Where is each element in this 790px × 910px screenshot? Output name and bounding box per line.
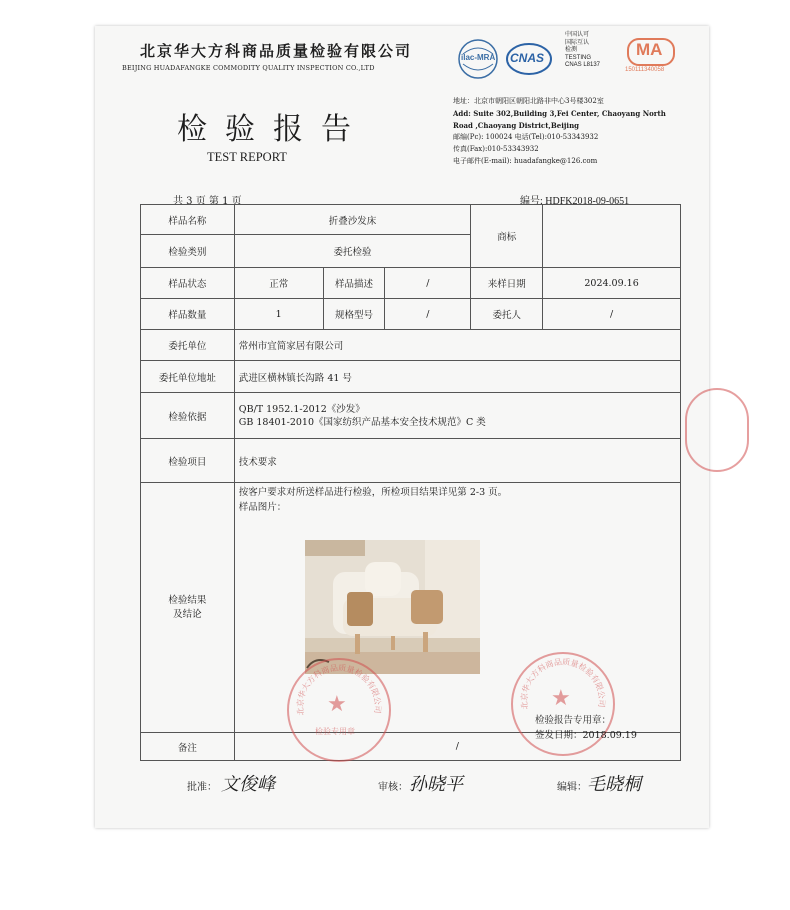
- page-info: 共 3 页 第 1 页: [173, 196, 242, 207]
- seal-star-icon: ★: [327, 692, 347, 717]
- arrival-date-label: 来样日期: [471, 268, 543, 299]
- ilac-mra-logo: [457, 38, 499, 80]
- official-seal-left: [287, 658, 391, 762]
- client-value: /: [543, 299, 681, 330]
- company-name-en: BEIJING HUADAFANGKE COMMODITY QUALITY INSPECTION CO.,LTD: [122, 64, 375, 72]
- arrival-date-value: 2024.09.16: [543, 268, 681, 299]
- cnas-note-line: CNAS L8137: [565, 62, 601, 69]
- report-title-en: TEST REPORT: [207, 150, 287, 164]
- cnas-note-line: TESTING: [565, 54, 592, 61]
- cma-label: MA: [636, 40, 663, 59]
- approve-signature: 文俊峰: [221, 774, 275, 795]
- cnas-note-line: 中国认可: [565, 32, 590, 38]
- company-name-cn: 北京华大方科商品质量检验有限公司: [140, 42, 413, 60]
- report-title-cn: 检验报告: [177, 112, 369, 147]
- address-line: 邮编(Pc): 100024 电话(Tel):010-53343932: [453, 133, 599, 141]
- cnas-note-line: 国际互认: [565, 39, 590, 46]
- address-line: 地址：北京市朝阳区朝阳北路非中心3号楼302室: [453, 97, 604, 105]
- seal-star-icon: ★: [551, 686, 571, 711]
- ilac-label: ilac-MRA: [461, 53, 496, 62]
- sample-name-label: 样品名称: [141, 205, 235, 235]
- compile-label: 编辑：: [557, 782, 587, 793]
- test-category-value: 委托检验: [234, 235, 470, 268]
- client-addr-value: 武进区横林镇长沟路 41 号: [234, 361, 680, 393]
- conclusion-label-line: 及结论: [173, 608, 202, 620]
- approve-label: 批准：: [187, 782, 217, 793]
- table-row: [141, 393, 681, 439]
- table-row: [141, 205, 681, 235]
- cma-number: 150111340058: [625, 67, 665, 73]
- spec-label: 规格型号: [323, 299, 385, 330]
- address-line: 电子邮件(E-mail): huadafangke@126.com: [453, 157, 598, 165]
- review-label: 审核：: [378, 782, 408, 793]
- table-row: [141, 361, 681, 393]
- photo-label: 样品图片：: [238, 502, 287, 513]
- trademark-label: 商标: [471, 205, 543, 268]
- seal-bottom-text: 检验专用章: [315, 727, 355, 736]
- table-row: [141, 330, 681, 361]
- sample-state-label: 样品状态: [141, 268, 235, 299]
- issue-date: 签发日期：2018.09.19: [535, 730, 637, 741]
- cnas-note-line: 检测: [565, 47, 578, 54]
- edge-seal: [685, 388, 749, 472]
- cnas-label: CNAS: [510, 51, 545, 65]
- client-unit-label: 委托单位: [141, 330, 235, 361]
- items-value: 技术要求: [234, 439, 680, 483]
- conclusion-text: 按客户要求对所送样品进行检验，所检项目结果详见第 2-3 页。: [238, 487, 508, 498]
- sample-name-value: 折叠沙发床: [234, 205, 470, 235]
- basis-label: 检验依据: [141, 393, 235, 439]
- client-addr-label: 委托单位地址: [141, 361, 235, 393]
- client-unit-value: 常州市宜简家居有限公司: [234, 330, 680, 361]
- sample-desc-value: /: [385, 268, 471, 299]
- report-number: 编号: HDFK2018-09-0651: [520, 196, 630, 207]
- basis-value: [234, 393, 680, 439]
- address-line: Road ,Chaoyang District,Beijing: [453, 121, 580, 130]
- sample-photo: [305, 540, 480, 674]
- report-page: [95, 26, 709, 828]
- table-row: [141, 439, 681, 483]
- cma-logo: [625, 38, 675, 78]
- compile-signature: 毛晓桐: [587, 774, 641, 795]
- cnas-note: [565, 32, 600, 70]
- items-label: 检验项目: [141, 439, 235, 483]
- address-line: Add: Suite 302,Building 3,Fei Center, Chaoyang North: [453, 109, 666, 118]
- cnas-logo: [505, 38, 553, 80]
- seal-ring-text: 北京华大方科商品质量检验有限公司: [519, 657, 607, 710]
- address-line: 传真(Fax):010-53343932: [453, 145, 539, 153]
- remarks-label: 备注: [141, 733, 235, 761]
- sample-desc-label: 样品描述: [323, 268, 385, 299]
- basis-line: QB/T 1952.1-2012《沙发》: [238, 403, 365, 415]
- table-row: [141, 299, 681, 330]
- test-category-label: 检验类别: [141, 235, 235, 268]
- client-label: 委托人: [471, 299, 543, 330]
- seal-label: 检验报告专用章：: [535, 715, 612, 726]
- sample-qty-value: 1: [234, 299, 323, 330]
- review-signature: 孙晓平: [409, 774, 463, 795]
- spec-value: /: [385, 299, 471, 330]
- trademark-value: [543, 205, 681, 268]
- table-row: [141, 268, 681, 299]
- conclusion-label-line: 检验结果: [168, 594, 207, 606]
- seal-ring-text: 北京华大方科商品质量检验有限公司: [295, 663, 383, 716]
- sample-qty-label: 样品数量: [141, 299, 235, 330]
- sample-state-value: 正常: [234, 268, 323, 299]
- remarks-value: /: [234, 733, 680, 761]
- conclusion-label: [141, 483, 235, 733]
- basis-line: GB 18401-2010《国家纺织产品基本安全技术规范》C 类: [238, 416, 486, 428]
